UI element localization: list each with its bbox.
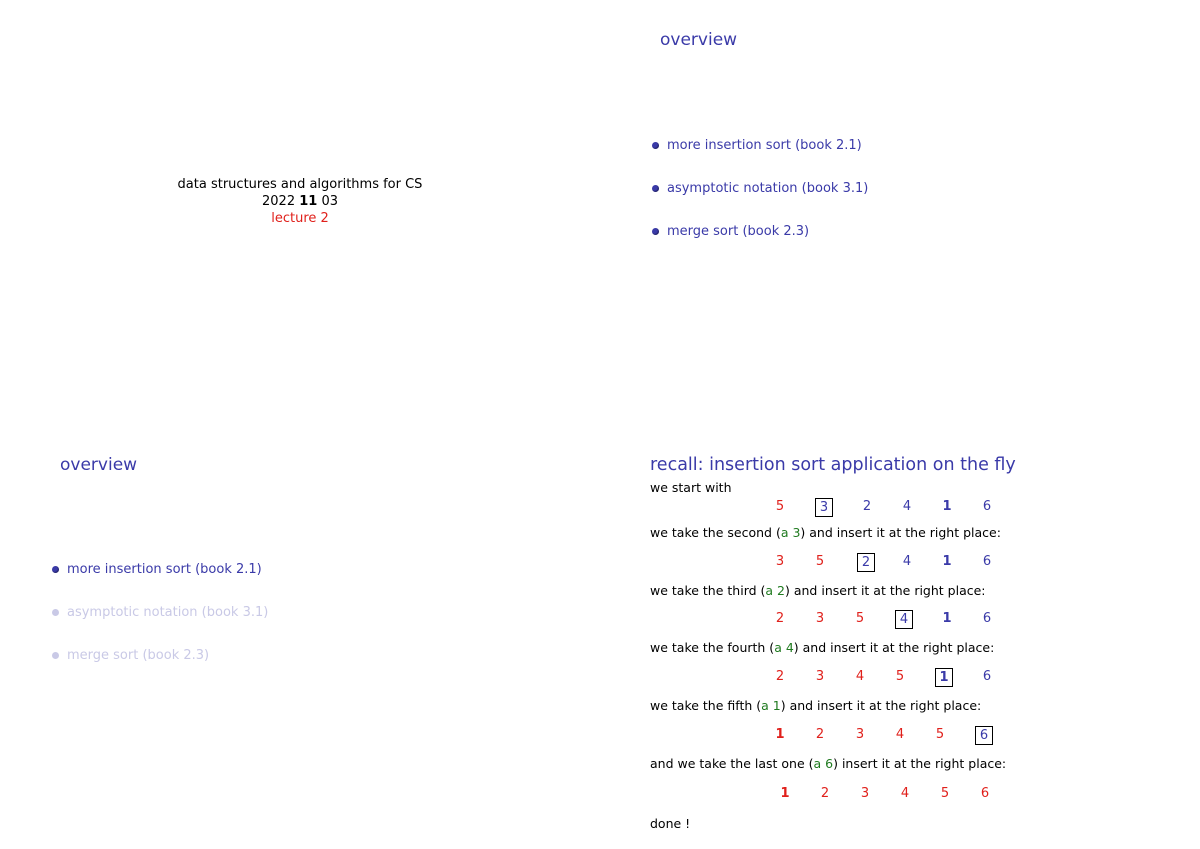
list-item: merge sort (book 2.3) [652, 224, 868, 267]
bullet-icon [52, 609, 59, 616]
title-block [0, 176, 600, 227]
cell: 4 [900, 786, 910, 801]
cell: 2 [775, 669, 785, 684]
slide-insertion-sort [600, 425, 1200, 849]
frame-title: overview [660, 30, 738, 50]
step-text: we take the third (a 2) and insert it at the right place: [650, 583, 986, 598]
cell: 4 [895, 727, 905, 742]
cell: 1 [942, 554, 952, 569]
step-text: we take the fifth (a 1) and insert it at the right place: [650, 698, 982, 713]
list-item: asymptotic notation (book 3.1) [652, 181, 868, 224]
step-text: and we take the last one (a 6) insert it at the right place: [650, 756, 1007, 771]
cell-current: 4 [895, 610, 913, 629]
cell: 1 [942, 499, 952, 514]
cell: 1 [780, 786, 790, 801]
list-item: more insertion sort (book 2.1) [52, 562, 268, 605]
bullet-icon [652, 185, 659, 192]
cell: 3 [815, 611, 825, 626]
overview-list [652, 138, 868, 267]
cell: 2 [815, 727, 825, 742]
start-text: we start with [650, 480, 732, 495]
list-item: more insertion sort (book 2.1) [652, 138, 868, 181]
cell: 5 [940, 786, 950, 801]
lecture-number: lecture 2 [271, 211, 329, 226]
cell: 4 [902, 554, 912, 569]
lecture-date: 2022 11 03 [262, 194, 338, 209]
list-item: asymptotic notation (book 3.1) [52, 605, 268, 648]
cell-current: 1 [935, 668, 953, 687]
bullet-icon [652, 228, 659, 235]
cell: 5 [895, 669, 905, 684]
overview-list [52, 562, 268, 691]
cell: 3 [860, 786, 870, 801]
frame-title: recall: insertion sort application on the fly [650, 455, 1016, 475]
cell: 6 [982, 611, 992, 626]
cell: 5 [815, 554, 825, 569]
slide-overview-2 [0, 425, 600, 849]
cell: 2 [862, 499, 872, 514]
cell: 4 [855, 669, 865, 684]
cell-current: 6 [975, 726, 993, 745]
cell: 3 [815, 669, 825, 684]
cell: 5 [855, 611, 865, 626]
step-text: we take the second (a 3) and insert it at the right place: [650, 525, 1001, 540]
cell-current: 3 [815, 498, 833, 517]
bullet-icon [52, 652, 59, 659]
cell: 6 [982, 499, 992, 514]
cell: 6 [982, 554, 992, 569]
slide-title [0, 0, 600, 424]
cell: 3 [775, 554, 785, 569]
cell: 2 [820, 786, 830, 801]
cell: 4 [902, 499, 912, 514]
done-text: done ! [650, 816, 691, 831]
cell-current: 2 [857, 553, 875, 572]
step-text: we take the fourth (a 4) and insert it at the right place: [650, 640, 995, 655]
slide-overview-1 [600, 0, 1200, 424]
list-item: merge sort (book 2.3) [52, 648, 268, 691]
bullet-icon [652, 142, 659, 149]
cell: 5 [935, 727, 945, 742]
cell: 2 [775, 611, 785, 626]
frame-title: overview [60, 455, 138, 475]
cell: 5 [775, 499, 785, 514]
course-title: data structures and algorithms for CS [177, 177, 423, 192]
cell: 1 [775, 727, 785, 742]
cell: 3 [855, 727, 865, 742]
cell: 6 [982, 669, 992, 684]
bullet-icon [52, 566, 59, 573]
cell: 6 [980, 786, 990, 801]
cell: 1 [942, 611, 952, 626]
